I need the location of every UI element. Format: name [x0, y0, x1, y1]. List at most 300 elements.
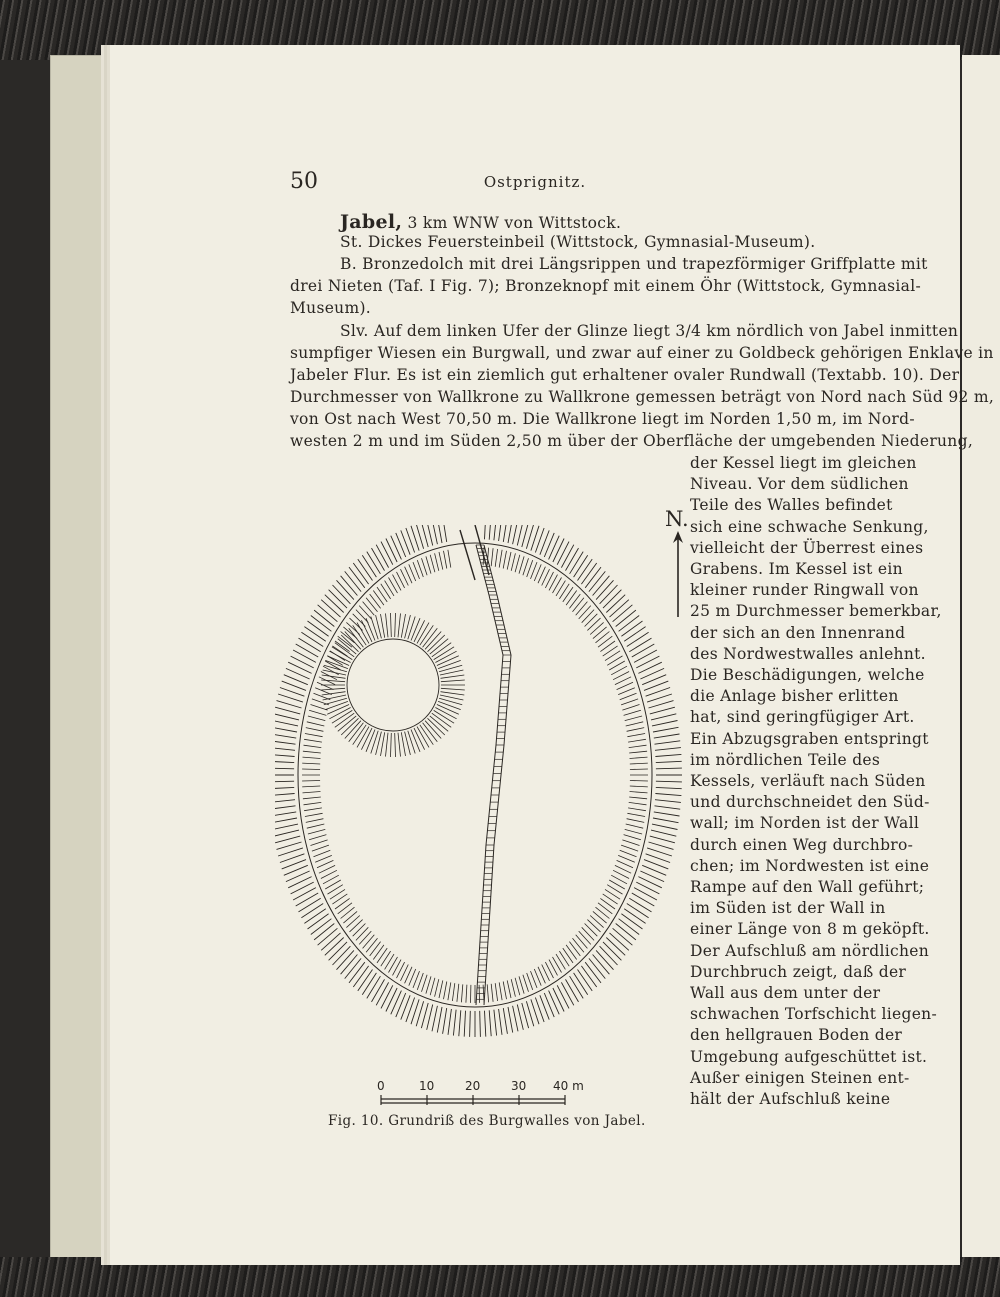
wall-outer-hachure [275, 727, 297, 732]
wall-inner-hachure [448, 982, 451, 1000]
wall-outer-hachure [318, 605, 338, 622]
wall-outer-hachure [275, 800, 295, 803]
wall-outer-hachure [275, 824, 298, 829]
wall-inner-hachure [306, 728, 324, 732]
wall-outer-hachure [632, 893, 655, 906]
wall-outer-hachure [349, 962, 365, 983]
line-text: Jabeler Flur. Es ist ein ziemlich gut erhaltener ovaler Rundwall (Textabb. 10). Der [290, 366, 960, 384]
wall-outer-hachure [275, 721, 298, 726]
wall-inner-hachure [630, 786, 648, 787]
wall-outer-hachure [325, 938, 344, 956]
wall-inner-hachure [629, 745, 647, 747]
column-line: einer Länge von 8 m geköpft. [690, 920, 930, 939]
wall-outer-hachure [325, 595, 344, 613]
wall-outer-hachure [513, 525, 518, 544]
wall-outer-hachure [341, 955, 358, 975]
wall-outer-hachure [318, 928, 338, 945]
wall-inner-hachure [556, 954, 565, 969]
wall-inner-hachure [585, 924, 598, 937]
wall-inner-hachure [448, 550, 451, 568]
page-number: 50 [290, 169, 318, 194]
wall-outer-hachure [629, 898, 651, 912]
wall-outer-hachure [301, 632, 323, 646]
wall-inner-hachure [304, 739, 322, 742]
wall-outer-hachure [549, 536, 560, 560]
wall-inner-hachure [499, 982, 502, 1000]
wall-outer-hachure [453, 1010, 456, 1036]
wall-outer-hachure [606, 938, 625, 956]
wall-inner-hachure [426, 556, 431, 573]
ringwall-hachure [441, 692, 465, 695]
wall-outer-hachure [275, 748, 295, 751]
wall-inner-hachure [511, 979, 515, 997]
body-line [290, 410, 915, 428]
wall-inner-hachure [573, 598, 584, 612]
wall-outer-hachure [296, 644, 319, 657]
ringwall-hachure [401, 614, 405, 638]
wall-inner-hachure [353, 924, 366, 937]
wall-outer-hachure [649, 842, 674, 849]
column-line: sich eine schwache Senkung, [690, 517, 929, 536]
line-text: Dickes Feuersteinbeil (Wittstock, Gymnasial-Museum). [362, 233, 816, 251]
wall-inner-hachure [621, 699, 638, 705]
wall-inner-hachure [515, 978, 520, 995]
section-label: Slv. [340, 322, 369, 340]
wall-inner-hachure [359, 931, 371, 944]
wall-outer-hachure [638, 877, 661, 888]
ringwall-hachure [321, 680, 345, 682]
wall-outer-hachure [277, 701, 302, 708]
column-line: Umgebung aufgeschüttet ist. [690, 1047, 928, 1066]
column-line: der sich an den Innenrand [690, 623, 906, 642]
wall-outer-hachure [275, 714, 299, 720]
wall-inner-hachure [626, 824, 644, 828]
wall-inner-hachure [598, 903, 612, 914]
ringwall-crest [347, 639, 439, 731]
ringwall-hachure [441, 675, 465, 678]
road-cut-edge [460, 530, 475, 580]
column-line: durch einen Weg durchbro- [690, 835, 914, 854]
column-line: Niveau. Vor dem südlichen [690, 475, 909, 494]
figure-caption: Fig. 10. Grundriß des Burgwalles von Jabel. [328, 1113, 646, 1129]
wall-inner-hachure [385, 581, 394, 596]
wall-outer-hachure [503, 1008, 507, 1034]
wall-outer-hachure [600, 946, 618, 965]
wall-outer-hachure [636, 656, 659, 668]
wall-inner-hachure [495, 983, 497, 1001]
wall-inner-hachure [629, 797, 647, 799]
wall-inner-hachure [314, 850, 331, 856]
wall-inner-hachure [435, 979, 439, 997]
wall-inner-hachure [495, 549, 497, 567]
wall-outer-hachure [308, 621, 329, 636]
wall-inner-hachure [587, 920, 600, 932]
wall-outer-hachure [275, 830, 299, 836]
wall-outer-hachure [634, 650, 657, 662]
wall-outer-hachure [561, 982, 573, 1005]
ringwall-hachure [441, 680, 465, 682]
wall-inner-hachure [304, 802, 322, 804]
wall-outer-hachure [606, 595, 625, 613]
body-line [290, 344, 994, 362]
wall-inner-hachure [311, 705, 328, 711]
wall-outer-hachure [610, 600, 629, 617]
wall-outer-hachure [655, 748, 681, 751]
wall-outer-hachure [314, 610, 334, 626]
wall-outer-hachure [647, 848, 672, 856]
ringwall-hachure [411, 730, 420, 752]
wall-outer-hachure [621, 914, 642, 929]
wall-outer-hachure [540, 995, 549, 1019]
wall-inner-hachure [389, 957, 398, 973]
wall-outer-hachure [651, 830, 676, 836]
line-text: Bronzedolch mit drei Längsrippen und trapezförmiger Griffplatte mit [356, 255, 928, 273]
wall-outer-hachure [610, 933, 629, 950]
wall-inner-hachure [304, 808, 322, 811]
wall-outer-hachure [616, 924, 636, 940]
wall-outer-hachure [345, 571, 361, 591]
wall-inner-hachure [507, 980, 511, 998]
wall-inner-hachure [309, 710, 326, 715]
column-line: der Kessel liegt im gleichen [690, 454, 917, 472]
wall-inner-hachure [617, 860, 633, 867]
wall-outer-hachure [275, 707, 300, 714]
wall-outer-hachure [574, 973, 588, 995]
wall-outer-hachure [499, 1009, 502, 1035]
wall-inner-hachure [356, 610, 368, 623]
wall-outer-hachure [603, 590, 621, 608]
wall-outer-hachure [299, 898, 321, 912]
wall-outer-hachure [381, 542, 393, 565]
wall-outer-hachure [437, 525, 442, 543]
wall-inner-hachure [343, 911, 357, 923]
wall-outer-hachure [304, 909, 325, 924]
wall-inner-hachure [452, 983, 454, 1001]
wall-inner-hachure [626, 722, 644, 726]
wall-inner-hachure [499, 550, 502, 568]
wall-inner-hachure [430, 555, 435, 572]
column-line: Durchbruch zeigt, daß der [690, 962, 907, 981]
wall-inner-hachure [625, 716, 642, 721]
wall-outer-hachure [333, 585, 351, 604]
wall-outer-hachure [329, 590, 347, 608]
wall-outer-hachure [275, 818, 297, 823]
line-text: 3 km WNW von Wittstock. [402, 214, 622, 232]
body-line [290, 366, 960, 384]
wall-outer-hachure [372, 979, 385, 1002]
body-line [290, 255, 928, 273]
line-text: von Ost nach West 70,50 m. Die Wallkrone liegt im Norden 1,50 m, im Nord- [290, 410, 915, 428]
wall-inner-hachure [422, 558, 428, 575]
wall-inner-hachure [630, 792, 648, 793]
wall-inner-hachure [600, 641, 615, 652]
wall-inner-hachure [630, 763, 648, 764]
wall-outer-hachure [275, 781, 294, 782]
column-line: Kessels, verläuft nach Süden [690, 772, 926, 790]
wall-outer-hachure [278, 694, 303, 702]
wall-inner-hachure [385, 954, 394, 969]
wall-outer-hachure [638, 662, 661, 673]
wall-outer-hachure [589, 571, 605, 591]
column-line: Rampe auf den Wall geführt; [690, 878, 925, 896]
wall-inner-hachure [377, 587, 387, 602]
wall-inner-hachure [317, 682, 333, 689]
wall-outer-hachure [651, 714, 676, 720]
wall-outer-hachure [291, 882, 314, 894]
wall-outer-hachure [517, 525, 523, 546]
wall-outer-hachure [278, 848, 303, 856]
wall-outer-hachure [485, 1011, 486, 1037]
wall-outer-hachure [616, 610, 636, 626]
wall-outer-hachure [367, 976, 381, 998]
wall-outer-hachure [656, 781, 682, 782]
column-line: hat, sind geringfügiger Art. [690, 708, 915, 727]
wall-outer-hachure [578, 559, 593, 580]
wall-inner-hachure [618, 688, 635, 695]
wall-inner-hachure [302, 763, 320, 764]
wall-outer-hachure [652, 721, 678, 726]
wall-outer-hachure [362, 973, 376, 995]
scale-label-30: 30 [511, 1079, 527, 1093]
column-line: Wall aus dem unter der [690, 984, 881, 1002]
wall-outer-hachure [288, 662, 311, 673]
wall-inner-hachure [617, 682, 633, 689]
wall-outer-hachure [391, 991, 402, 1015]
line-text: sumpfiger Wiesen ein Burgwall, und zwar auf einer zu Goldbeck gehörigen Enklave in [290, 344, 994, 362]
wall-inner-hachure [629, 802, 647, 804]
body-line [290, 388, 995, 406]
ringwall-hachure [411, 618, 420, 640]
wall-inner-hachure [593, 627, 607, 639]
wall-inner-hachure [308, 829, 325, 834]
wall-inner-hachure [435, 553, 439, 571]
wall-outer-hachure [553, 988, 564, 1012]
wall-outer-hachure [574, 555, 588, 577]
wall-inner-hachure [356, 927, 368, 940]
wall-outer-hachure [593, 955, 610, 975]
column-line: im nördlichen Teile des [690, 750, 881, 769]
wall-outer-hachure [653, 818, 679, 823]
body-line [290, 277, 922, 295]
wall-outer-hachure [314, 924, 334, 940]
wall-inner-hachure [305, 813, 323, 816]
wall-inner-hachure [307, 824, 325, 828]
wall-outer-hachure [549, 991, 560, 1015]
wall-inner-hachure [461, 984, 462, 1002]
wall-inner-hachure [377, 948, 387, 963]
column-line: kleiner runder Ringwall von [690, 581, 919, 600]
wall-outer-hachure [596, 950, 613, 969]
wall-inner-hachure [370, 942, 381, 956]
column-line: Die Beschädigungen, welche [690, 666, 925, 684]
wall-outer-hachure [329, 942, 347, 960]
wall-inner-hachure [430, 978, 435, 995]
wall-inner-hachure [566, 591, 577, 606]
wall-inner-hachure [519, 556, 524, 573]
wall-inner-hachure [503, 551, 506, 569]
wall-outer-hachure [443, 1008, 447, 1034]
wall-inner-hachure [308, 716, 325, 721]
wall-outer-hachure [470, 1011, 471, 1037]
column-line: Ein Abzugsgraben entspringt [690, 729, 929, 748]
wall-outer-hachure [613, 928, 633, 945]
entry-headword: Jabel, [340, 211, 403, 233]
wall-inner-hachure [593, 911, 607, 923]
wall-outer-hachure [396, 993, 406, 1017]
wall-outer-hachure [437, 1007, 442, 1033]
column-line: und durchschneidet den Süd- [690, 793, 930, 812]
ringwall-hachure [325, 701, 348, 709]
column-line: Der Aufschluß am nördlichen [690, 941, 930, 960]
wall-inner-hachure [629, 751, 647, 753]
wall-outer-hachure [624, 627, 645, 642]
wall-outer-hachure [513, 1006, 518, 1032]
ringwall-hachure [437, 705, 459, 715]
wall-inner-hachure [545, 572, 553, 588]
wall-inner-hachure [341, 907, 355, 918]
ringwall-hachure [381, 614, 385, 638]
wall-inner-hachure [491, 984, 493, 1002]
wall-outer-hachure [650, 836, 675, 843]
wall-outer-hachure [296, 893, 319, 906]
wall-outer-hachure [634, 888, 657, 900]
wall-inner-hachure [487, 984, 488, 1002]
ringwall-hachure [437, 656, 459, 666]
wall-inner-hachure [549, 575, 558, 591]
wall-outer-hachure [275, 836, 300, 843]
wall-inner-hachure [303, 792, 321, 793]
ringwall-hachure [441, 688, 465, 690]
wall-inner-hachure [573, 938, 584, 952]
wall-outer-hachure [275, 806, 296, 809]
line-text: drei Nieten (Taf. I Fig. 7); Bronzeknopf mit einem Öhr (Wittstock, Gymnasial- [290, 277, 922, 295]
wall-outer-hachure [650, 707, 675, 714]
wall-outer-hachure [593, 576, 610, 596]
column-line: chen; im Nordwesten ist eine [690, 856, 930, 875]
wall-inner-hachure [545, 962, 553, 978]
wall-outer-hachure [275, 761, 294, 762]
wall-inner-hachure [393, 960, 402, 976]
scale-label-10: 10 [419, 1079, 435, 1093]
wall-outer-hachure [341, 576, 358, 596]
wall-outer-hachure [367, 552, 381, 574]
line-text: westen 2 m und im Süden 2,50 m über der Oberfläche der umgebenden Niederung, [290, 432, 974, 450]
wall-outer-hachure [401, 995, 410, 1019]
wall-outer-hachure [480, 1011, 481, 1037]
wall-inner-hachure [523, 558, 529, 575]
wall-outer-hachure [585, 567, 601, 588]
ringwall-hachure [438, 701, 461, 709]
wall-inner-hachure [426, 976, 431, 993]
wall-outer-hachure [293, 650, 316, 662]
wall-outer-hachure [656, 768, 682, 769]
wall-inner-hachure [563, 948, 573, 963]
wall-inner-hachure [587, 618, 600, 630]
wall-outer-hachure [544, 533, 554, 557]
wall-inner-hachure [373, 945, 384, 960]
wall-outer-hachure [654, 812, 680, 816]
wall-inner-hachure [628, 739, 646, 742]
wall-outer-hachure [333, 946, 351, 965]
wall-outer-hachure [570, 976, 584, 998]
column-line: vielleicht der Überrest eines [690, 538, 924, 557]
wall-outer-hachure [589, 958, 605, 978]
wall-outer-hachure [443, 525, 447, 542]
line-text: Museum). [290, 299, 372, 317]
wall-crest [298, 543, 652, 1007]
wall-inner-hachure [600, 898, 615, 909]
wall-inner-hachure [622, 840, 639, 846]
wall-outer-hachure [485, 525, 486, 539]
wall-inner-hachure [622, 705, 639, 711]
wall-outer-hachure [432, 525, 437, 544]
wall-inner-hachure [579, 606, 591, 619]
ringwall-hachure [366, 730, 375, 752]
wall-outer-hachure [494, 1010, 497, 1036]
wall-outer-hachure [508, 1007, 513, 1033]
wall-inner-hachure [302, 769, 320, 770]
wall-inner-hachure [439, 552, 443, 570]
wall-inner-hachure [576, 602, 588, 616]
wall-outer-hachure [275, 812, 296, 816]
wall-inner-hachure [422, 975, 428, 992]
wall-outer-hachure [391, 536, 402, 560]
wall-outer-hachure [636, 882, 659, 894]
ringwall-hachure [386, 613, 389, 637]
wall-outer-hachure [596, 580, 613, 599]
wall-inner-hachure [302, 781, 320, 782]
wall-inner-hachure [598, 636, 612, 647]
wall-outer-hachure [578, 970, 593, 991]
wall-inner-hachure [306, 819, 324, 823]
wall-outer-hachure [358, 970, 373, 991]
wall-inner-hachure [307, 722, 325, 726]
wall-inner-hachure [381, 951, 391, 966]
wall-outer-hachure [301, 904, 323, 918]
wall-outer-hachure [275, 741, 296, 744]
wall-outer-hachure [561, 545, 573, 568]
adjacent-page-edge [962, 55, 1000, 1270]
wall-outer-hachure [621, 621, 642, 636]
wall-inner-hachure [576, 935, 588, 949]
wall-inner-hachure [302, 786, 320, 787]
wall-outer-hachure [627, 904, 649, 918]
wall-outer-hachure [494, 525, 497, 540]
wall-outer-hachure [653, 727, 679, 732]
wall-inner-hachure [627, 819, 645, 823]
wall-outer-hachure [629, 638, 651, 652]
wall-outer-hachure [337, 950, 354, 969]
wall-outer-hachure [557, 985, 569, 1008]
column-line: schwachen Torfschicht liegen- [690, 1005, 937, 1024]
scale-bar [375, 1093, 595, 1107]
wall-outer-hachure [652, 824, 678, 829]
wall-outer-hachure [624, 909, 645, 924]
column-line: hält der Aufschluß keine [690, 1090, 891, 1108]
wall-inner-hachure [363, 602, 375, 616]
wall-inner-hachure [603, 646, 618, 656]
wall-inner-hachure [624, 835, 641, 840]
wall-inner-hachure [627, 734, 645, 737]
wall-outer-hachure [655, 741, 681, 744]
wall-inner-hachure [620, 693, 637, 699]
wall-outer-hachure [503, 525, 507, 542]
wall-inner-hachure [393, 575, 402, 591]
wall-outer-hachure [655, 794, 681, 796]
ringwall-hachure [395, 613, 396, 637]
wall-outer-hachure [489, 1010, 491, 1036]
wall-inner-hachure [491, 548, 493, 566]
